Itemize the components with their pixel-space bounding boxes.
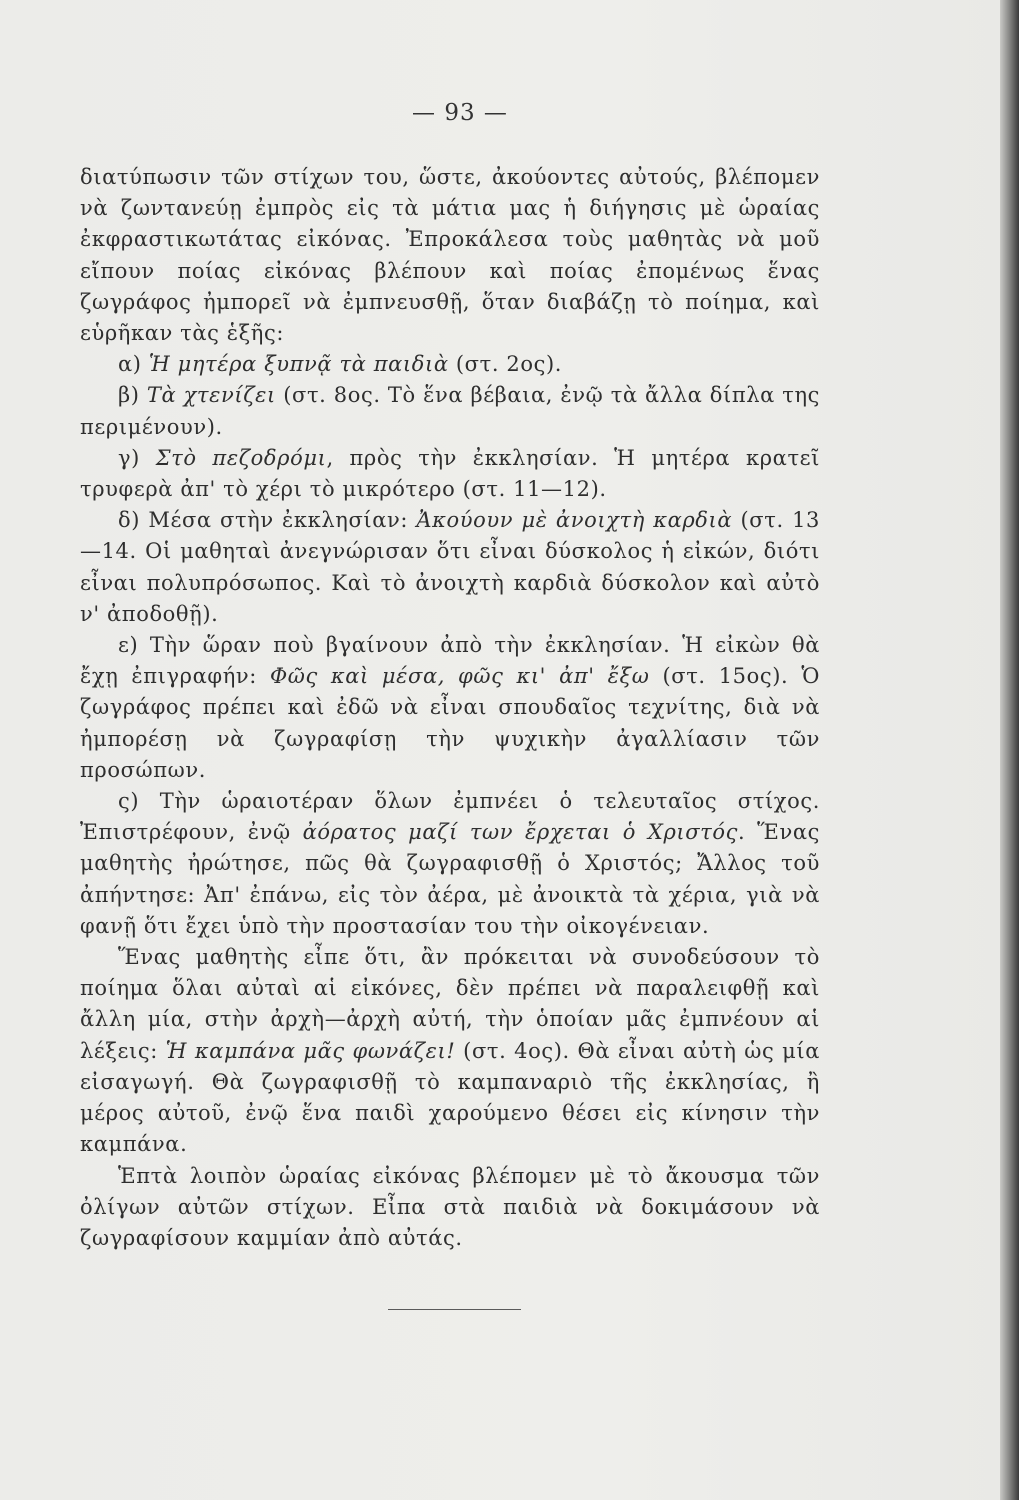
item-b-label: β) [118, 383, 147, 408]
item-e-text-start: ε) Τὴν ὥραν ποὺ βγαίνουν ἀπὸ τὴν ἐκκλησίαν. Ἡ εἰκὼν θὰ ἔχῃ ἐπιγραφήν: [80, 633, 820, 689]
item-e-text-end: (στ. 15ος). Ὁ ζωγράφος πρέπει καὶ ἐδῶ νὰ εἶναι σπουδαῖος τεχνίτης, διὰ νὰ ἠμπορέσῃ νὰ ζωγραφίσῃ τὴν ψυχικὴν ἀγαλλίασιν τῶν προσώπων. [80, 664, 820, 782]
item-b-quote: Τὰ χτενίζει [146, 383, 276, 408]
list-item-b [80, 380, 820, 442]
paragraph-intro-text: διατύπωσιν τῶν στίχων του, ὥστε, ἀκούοντες αὐτούς, βλέπομεν νὰ ζωντανεύῃ ἐμπρὸς εἰς τὰ μάτια μας ἡ διήγησις μὲ ὡραίας ἐκφραστικωτάτας εἰκόνας. Ἐπροκάλεσα τοὺς μαθητὰς νὰ μοῦ εἴπουν ποίας εἰκόνας βλέπουν καὶ ποίας ἐπομένως ἕνας ζωγράφος ἠμπορεῖ νὰ ἐμπνευσθῇ, ὅταν διαβάζῃ τὸ ποίημα, καὶ εὑρῆκαν τὰς ἑξῆς: [80, 165, 820, 346]
paragraph-bell-text-start: Ἕνας μαθητὴς εἶπε ὅτι, ἂν πρόκειται νὰ συνοδεύσουν τὸ ποίημα ὅλαι αὐταὶ αἱ εἰκόνες, δὲν πρέπει νὰ παραλειφθῇ καὶ ἄλλη μία, στὴν ἀρχὴ—ἀρχὴ αὐτή, τὴν ὁποίαν μᾶς ἐμπνέουν αἱ λέξεις: [80, 945, 820, 1063]
list-item-d [80, 505, 820, 630]
item-d-label: δ) Μέσα στὴν ἐκκλησίαν: [118, 508, 417, 533]
section-divider [388, 1309, 521, 1310]
item-c-text: , πρὸς τὴν ἐκκλησίαν. Ἡ μητέρα κρατεῖ τρυφερὰ ἀπ' τὸ χέρι τὸ μικρότερο (στ. 11—12). [80, 445, 820, 502]
item-f-text-end: . Ἕνας μαθητὴς ἠρώτησε, πῶς θὰ ζωγραφισθῇ ὁ Χριστός; Ἄλλος τοῦ ἀπήντησε: Ἀπ' ἐπάνω, εἰς τὸν ἀέρα, μὲ ἀνοικτὰ τὰ χέρια, γιὰ νὰ φανῇ ὅτι ἔχει ὑπὸ τὴν προστασίαν του τὴν οἰκογένειαν. [80, 820, 820, 938]
list-item-a [80, 349, 820, 380]
paragraph-bell [80, 942, 820, 1160]
item-d-text: (στ. 13—14. Οἱ μαθηταὶ ἀνεγνώρισαν ὅτι εἶναι δύσκολος ἡ εἰκών, διότι εἶναι πολυπρόσωπος. Καὶ τὸ ἀνοιχτὴ καρδιὰ δύσκολον καὶ αὐτὸ ν' ἀποδοθῇ). [80, 508, 820, 626]
item-e-quote: Φῶς καὶ μέσα, φῶς κι' ἀπ' ἔξω [269, 664, 650, 689]
item-b-text: (στ. 8ος. Τὸ ἕνα βέβαια, ἐνῷ τὰ ἄλλα δίπλα της περιμένουν). [80, 383, 820, 439]
item-a-quote: Ἡ μητέρα ξυπνᾷ τὰ παιδιὰ [148, 352, 449, 377]
item-c-quote: Στὸ πεζοδρόμι [155, 445, 327, 470]
paragraph-bell-quote: Ἡ καμπάνα μᾶς φωνάζει! [165, 1038, 456, 1063]
list-item-f [80, 786, 820, 942]
paragraph-conclusion [80, 1161, 820, 1255]
item-f-text-start: ς) Τὴν ὡραιοτέραν ὅλων ἐμπνέει ὁ τελευταῖος στίχος. Ἐπιστρέφουν, ἐνῷ [80, 789, 820, 845]
item-f-quote: ἀόρατος μαζί των ἔρχεται ὁ Χριστός [302, 820, 738, 845]
body-text [80, 162, 820, 1254]
page-edge-shadow [1000, 0, 1019, 1500]
list-item-c [80, 443, 820, 505]
item-a-label: α) [118, 352, 149, 377]
item-c-label: γ) [118, 445, 156, 470]
page-number: — 93 — [412, 100, 508, 126]
item-d-quote: Ἀκούουν μὲ ἀνοιχτὴ καρδιὰ [416, 508, 733, 533]
item-a-text: (στ. 2ος). [448, 352, 563, 377]
paragraph-conclusion-text: Ἑπτὰ λοιπὸν ὡραίας εἰκόνας βλέπομεν μὲ τὸ ἄκουσμα τῶν ὀλίγων αὐτῶν στίχων. Εἶπα στὰ παιδιὰ νὰ δοκιμάσουν νὰ ζωγραφίσουν καμμίαν ἀπὸ αὐτάς. [80, 1163, 820, 1250]
paragraph-intro [80, 162, 820, 349]
list-item-e [80, 630, 820, 786]
paragraph-bell-text-end: (στ. 4ος). Θὰ εἶναι αὐτὴ ὡς μία εἰσαγωγή. Θὰ ζωγραφισθῇ τὸ καμπαναριὸ τῆς ἐκκλησίας, ἢ μέρος αὐτοῦ, ἐνῷ ἕνα παιδὶ χαρούμενο θέσει εἰς κίνησιν τὴν καμπάνα. [80, 1038, 820, 1157]
